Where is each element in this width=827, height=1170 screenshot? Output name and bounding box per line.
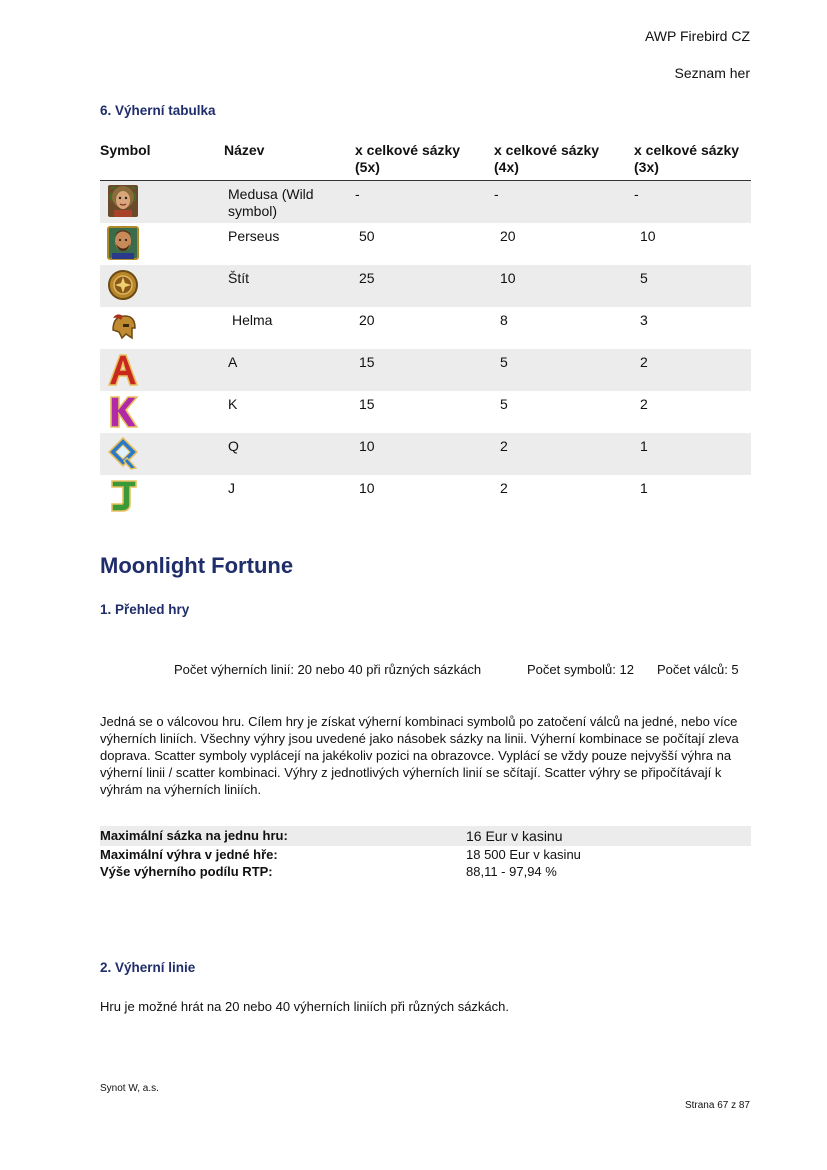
payout-4x: 2 [500,480,508,496]
symbol-cell [100,223,224,265]
payout-4x: 20 [500,228,516,244]
symbol-name: Q [224,433,355,475]
symbol-cell [100,475,224,517]
header-doc-subtitle: Seznam her [674,65,750,81]
paytable-header-row [100,140,751,181]
limit-label: Maximální sázka na jednu hru: [100,828,288,843]
symbol-cell [100,391,224,433]
payout-5x: 10 [359,480,375,496]
limit-row-max-win [100,846,751,863]
shield-icon [106,268,140,302]
payout-5x: 10 [355,433,494,475]
letter-j-icon [106,478,140,512]
paytable [100,140,751,517]
payout-5x: 15 [355,349,494,391]
footer-page-number: Strana 67 z 87 [684,1100,750,1111]
table-row [100,433,751,475]
limit-label: Maximální výhra v jedné hře: [100,847,278,862]
symbol-name: J [228,480,235,496]
letter-k-icon [106,394,140,428]
payout-5x: 15 [359,396,375,412]
limits-table [100,826,751,880]
letter-a-icon [106,352,140,386]
paylines-text: Hru je možné hrát na 20 nebo 40 výherních liniích při různých sázkách. [100,999,509,1014]
overview-symbols: Počet symbolů: 12 [527,662,634,677]
payout-4x: 5 [500,396,508,412]
table-row [100,475,751,517]
payout-5x: - [355,181,494,224]
payout-4x: 10 [494,265,634,307]
payout-3x: 2 [634,349,751,391]
col-header-5x: x celkové sázky (5x) [355,140,494,181]
symbol-cell [100,433,224,475]
col-header-4x: x celkové sázky (4x) [494,140,634,181]
symbol-name: Helma [232,312,273,328]
section-title-overview: 1. Přehled hry [100,602,190,617]
payout-3x: 5 [634,265,751,307]
table-row [100,391,751,433]
game-description: Jedná se o válcovou hru. Cílem hry je získat výherní kombinaci symbolů po zatočení válců na jedné, nebo více výherních liniích. Všechny výhry jsou uvedené jako násobek sázky na linii. Výherní kombinace se počítají zleva doprava. Scatter symboly vyplácejí na jakékoliv pozici na obrazovce. Vyplácí se vždy pouze nejvyšší výhra na výherní linii / scatter kombinaci. Výhry z jednotlivých výherních linií se sčítají. Scatter výhry se připočítávají k výhrám na výherních liniích. [100,714,739,797]
section-title-paylines: 2. Výherní linie [100,960,196,975]
payout-5x: 25 [355,265,494,307]
payout-3x: 1 [634,433,751,475]
symbol-name: Medusa (Wild symbol) [224,181,355,224]
payout-3x: 10 [640,228,656,244]
symbol-cell [100,307,224,349]
game-title: Moonlight Fortune [100,553,294,578]
limit-row-rtp [100,863,751,880]
symbol-name: Perseus [228,228,280,244]
helmet-icon [106,310,140,344]
limit-value: 88,11 - 97,94 % [466,864,557,879]
table-row [100,265,751,307]
overview-lines: Počet výherních linií: 20 nebo 40 při různých sázkách [174,662,482,677]
limit-value: 18 500 Eur v kasinu [466,847,581,862]
payout-4x: 5 [494,349,634,391]
medusa-icon [106,184,140,218]
footer-company: Synot W, a.s. [100,1083,159,1094]
symbol-name: K [228,396,238,412]
payout-5x: 50 [359,228,375,244]
payout-3x: 2 [640,396,648,412]
payout-4x: 8 [500,312,508,328]
overview-reels: Počet válců: 5 [657,662,739,677]
payout-3x: - [634,181,751,224]
table-row [100,223,751,265]
table-row [100,349,751,391]
table-row [100,181,751,224]
payout-5x: 20 [359,312,375,328]
payout-3x: 1 [640,480,648,496]
table-row [100,307,751,349]
symbol-cell [100,349,224,391]
limit-label: Výše výherního podílu RTP: [100,864,273,879]
payout-4x: - [494,181,634,224]
limit-row-max-bet [100,826,751,846]
symbol-cell [100,181,224,224]
limit-value: 16 Eur v kasinu [466,828,563,844]
header-doc-title: AWP Firebird CZ [644,28,750,44]
perseus-icon [106,226,140,260]
symbol-name: Štít [224,265,355,307]
symbol-name: A [224,349,355,391]
letter-q-icon [106,436,140,470]
col-header-3x: x celkové sázky (3x) [634,140,751,181]
col-header-name: Název [224,140,355,181]
symbol-cell [100,265,224,307]
payout-3x: 3 [640,312,648,328]
col-header-symbol: Symbol [100,140,224,181]
payout-4x: 2 [494,433,634,475]
section-title-paytable: 6. Výherní tabulka [100,103,216,118]
